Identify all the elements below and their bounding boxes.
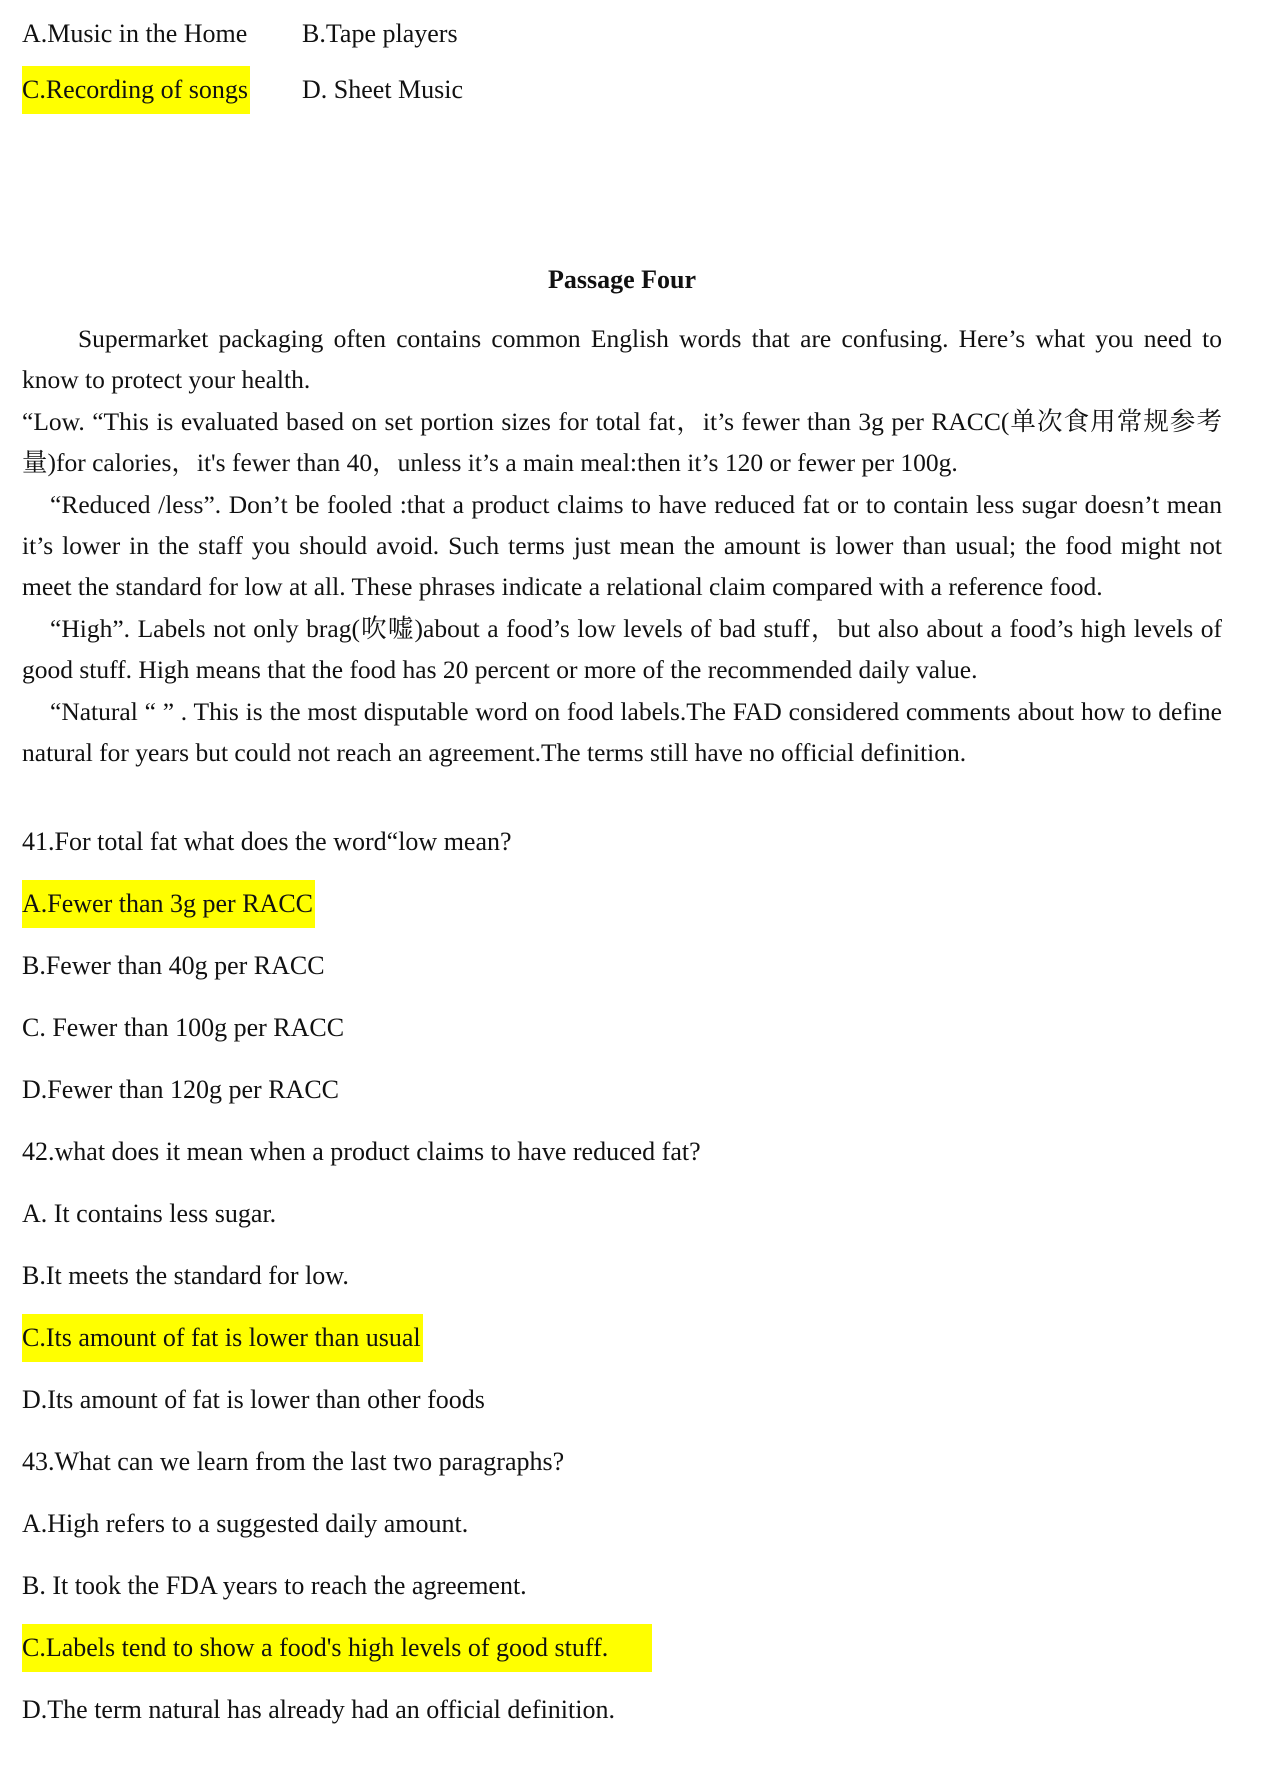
passage-paragraph-reduced: “Reduced /less”. Don’t be fooled :that a product claims to have reduced fat or to contain less sugar doesn’t mean it’s lower in the staff you should avoid. Such terms just mean the amount is lower than usual; the food might not meet the standard for low at all. These phrases indicate a relational claim compared with a reference food.	[22, 489, 1222, 602]
question-41-option-a-highlighted: A.Fewer than 3g per RACC	[22, 880, 315, 928]
question-43-option-c-highlighted: C.Labels tend to show a food's high levels of good stuff.	[22, 1624, 652, 1672]
passage-paragraph-intro: Supermarket packaging often contains common English words that are confusing. Here’s what you need to know to protect your health.	[22, 324, 1222, 395]
question-43-stem: 43.What can we learn from the last two paragraphs?	[22, 1447, 565, 1476]
passage-title: Passage Four	[547, 265, 697, 294]
prev-option-b: B.Tape players	[302, 19, 458, 48]
prev-option-a: A.Music in the Home	[22, 19, 248, 48]
question-43-option-d: D.The term natural has already had an official definition.	[22, 1695, 615, 1724]
question-42-option-c-highlighted: C.Its amount of fat is lower than usual	[22, 1314, 423, 1362]
prev-options-row-2	[22, 72, 464, 114]
question-41-option-c: C. Fewer than 100g per RACC	[22, 1013, 345, 1042]
prev-option-c-highlighted: C.Recording of songs	[22, 66, 250, 114]
passage-body	[22, 318, 1222, 773]
question-41-option-d: D.Fewer than 120g per RACC	[22, 1075, 340, 1104]
question-42-option-a: A. It contains less sugar.	[22, 1199, 277, 1228]
question-41-option-b: B.Fewer than 40g per RACC	[22, 951, 325, 980]
prev-option-d: D. Sheet Music	[302, 75, 464, 104]
question-42-option-b: B.It meets the standard for low.	[22, 1261, 349, 1290]
passage-paragraph-high: “High”. Labels not only brag(吹嘘)about a food’s low levels of bad stuff，but also about a food’s high levels of good stuff. High means that the food has 20 percent or more of the recommended daily value.	[22, 613, 1222, 685]
question-42-option-d: D.Its amount of fat is lower than other foods	[22, 1385, 485, 1414]
question-41-stem: 41.For total fat what does the word“low mean?	[22, 827, 512, 856]
question-43-option-b: B. It took the FDA years to reach the agreement.	[22, 1571, 527, 1600]
passage-paragraph-natural: “Natural “ ” . This is the most disputable word on food labels.The FAD considered comments about how to define natural for years but could not reach an agreement.The terms still have no official definition.	[22, 696, 1222, 768]
question-42-stem: 42.what does it mean when a product claims to have reduced fat?	[22, 1137, 701, 1166]
passage-paragraph-low: “Low. “This is evaluated based on set portion sizes for total fat，it’s fewer than 3g per RACC(单次食用常规参考量)for calories，it's fewer than 40，unless it’s a main meal:then it’s 120 or fewer per 100g.	[22, 406, 1222, 478]
question-43-option-a: A.High refers to a suggested daily amount.	[22, 1509, 469, 1538]
prev-options-row-1	[22, 16, 458, 52]
